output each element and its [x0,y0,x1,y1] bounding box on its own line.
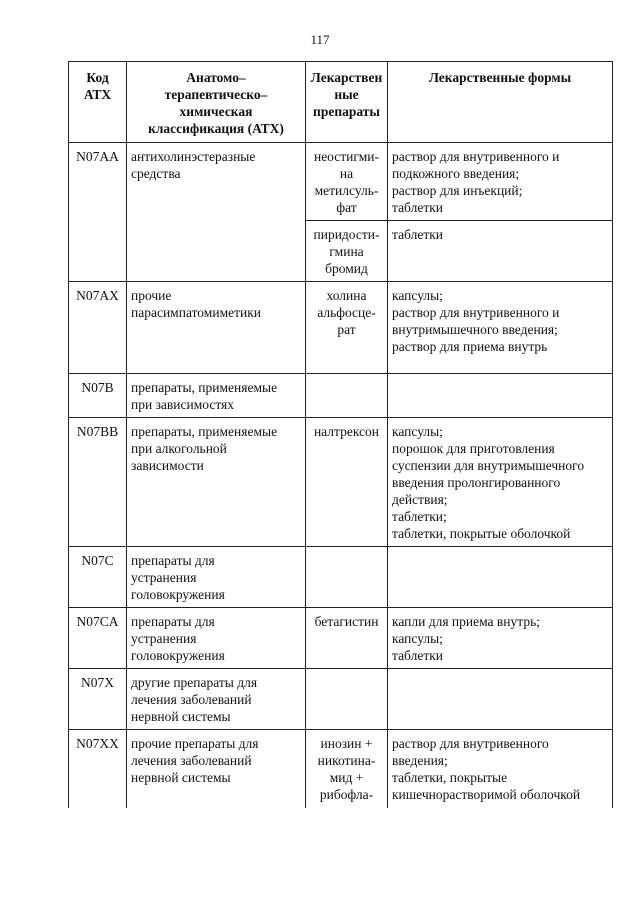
classification-line: нервной системы [131,770,231,785]
atx-code-cell: N07XX [69,730,127,808]
dosage-forms-cell [388,608,613,669]
dosage-forms-cell [388,547,613,608]
drug-line: неостигми- [313,149,380,164]
drug-cell [306,608,388,669]
page-number: 117 [310,32,330,47]
dosage-form-line: раствор для внутривенного [392,736,549,751]
drug-line: налтрексон [313,424,380,439]
atx-table [68,61,613,808]
dosage-form-line: порошок для приготовления [392,441,555,456]
dosage-form-line: раствор для инъекций; [392,183,523,198]
drug-line: гмина [329,244,364,259]
drug-line: альфосце- [317,305,376,320]
drug-cell [306,669,388,730]
atx-code-cell: N07AA [69,143,127,282]
atx-code-cell: N07B [69,374,127,418]
classification-line: лечения заболеваний [131,692,252,707]
drug-line: инозин + [320,736,373,751]
table-row [69,282,613,374]
dosage-form-line: внутримышечного введения; [392,322,558,337]
dosage-form-line: раствор для внутривенного и [392,149,560,164]
classification-line: при зависимостях [131,397,235,412]
classification-line: головокружения [131,587,225,602]
classification-cell [127,730,306,808]
table-row [69,374,613,418]
drug-line: метилсуль- [314,183,379,198]
classification-line: устранения [131,570,197,585]
table-row [69,669,613,730]
drug-line: рат [337,322,356,337]
dosage-form-line: капсулы; [392,424,443,439]
header-code: Код АТХ [69,62,127,143]
dosage-forms-cell [388,143,613,221]
dosage-form-line: капсулы; [392,631,443,646]
atx-code-cell: N07CA [69,608,127,669]
drug-line: на [339,166,354,181]
dosage-form-line: введения; [392,753,448,768]
drug-cell [306,143,388,221]
drug-line: рибофла- [319,787,374,802]
classification-line: препараты, применяемые [131,424,278,439]
drug-cell [306,730,388,808]
classification-cell [127,374,306,418]
drug-line: мид + [329,770,364,785]
drug-cell [306,547,388,608]
header-classification: Анатомо– терапевтическо– химическая классификация (АТХ) [127,62,306,143]
drug-line: пиридости- [313,227,380,242]
dosage-form-line: таблетки, покрытые [392,770,508,785]
table-row [69,418,613,547]
atx-code-cell: N07BB [69,418,127,547]
classification-line: препараты, применяемые [131,380,278,395]
classification-cell [127,669,306,730]
dosage-form-line: капли для приема внутрь; [392,614,540,629]
classification-line: препараты для [131,553,215,568]
classification-line: лечения заболеваний [131,753,252,768]
dosage-forms-cell [388,221,613,282]
dosage-form-line: таблетки [392,227,444,242]
table-row [69,608,613,669]
drug-cell [306,418,388,547]
dosage-form-line: введения пролонгированного [392,475,561,490]
dosage-form-line: суспензии для внутримышечного [392,458,585,473]
classification-line: зависимости [131,458,204,473]
dosage-form-line: действия; [392,492,448,507]
classification-line: антихолинэстеразные [131,149,256,164]
table-header-row [69,62,613,143]
dosage-form-line: кишечнорастворимой оболочкой [392,787,581,802]
drug-cell [306,282,388,374]
header-forms: Лекарственные формы [388,62,613,143]
table-row [69,547,613,608]
drug-line: фат [336,200,357,215]
classification-line: препараты для [131,614,215,629]
dosage-form-line: таблетки; [392,509,447,524]
classification-line: при алкогольной [131,441,227,456]
classification-line: средства [131,166,181,181]
header-drugs: Лекарствен ные препараты [306,62,388,143]
table-body [69,143,613,808]
table-row [69,143,613,221]
drug-cell [306,221,388,282]
classification-line: прочие препараты для [131,736,259,751]
dosage-forms-cell [388,374,613,418]
classification-cell [127,143,306,282]
dosage-form-line: раствор для внутривенного и [392,305,560,320]
dosage-forms-cell [388,282,613,374]
dosage-forms-cell [388,730,613,808]
dosage-form-line: подкожного введения; [392,166,520,181]
drug-line: никотина- [317,753,376,768]
drug-line: бромид [325,261,368,276]
dosage-form-line: таблетки, покрытые оболочкой [392,526,571,541]
table-row [69,730,613,808]
dosage-form-line: таблетки [392,200,444,215]
dosage-form-line: таблетки [392,648,444,663]
dosage-form-line: раствор для приема внутрь [392,339,548,354]
classification-line: устранения [131,631,197,646]
drug-line: холина [326,288,367,303]
classification-line: парасимпатомиметики [131,305,262,320]
drug-line: бетагистин [314,614,379,629]
classification-line: головокружения [131,648,225,663]
dosage-forms-cell [388,418,613,547]
dosage-form-line: капсулы; [392,288,443,303]
atx-code-cell: N07X [69,669,127,730]
atx-code-cell: N07AX [69,282,127,374]
classification-cell [127,282,306,374]
classification-cell [127,418,306,547]
classification-cell [127,547,306,608]
drug-cell [306,374,388,418]
classification-line: другие препараты для [131,675,258,690]
classification-line: прочие [131,288,172,303]
classification-cell [127,608,306,669]
dosage-forms-cell [388,669,613,730]
atx-code-cell: N07C [69,547,127,608]
classification-line: нервной системы [131,709,231,724]
